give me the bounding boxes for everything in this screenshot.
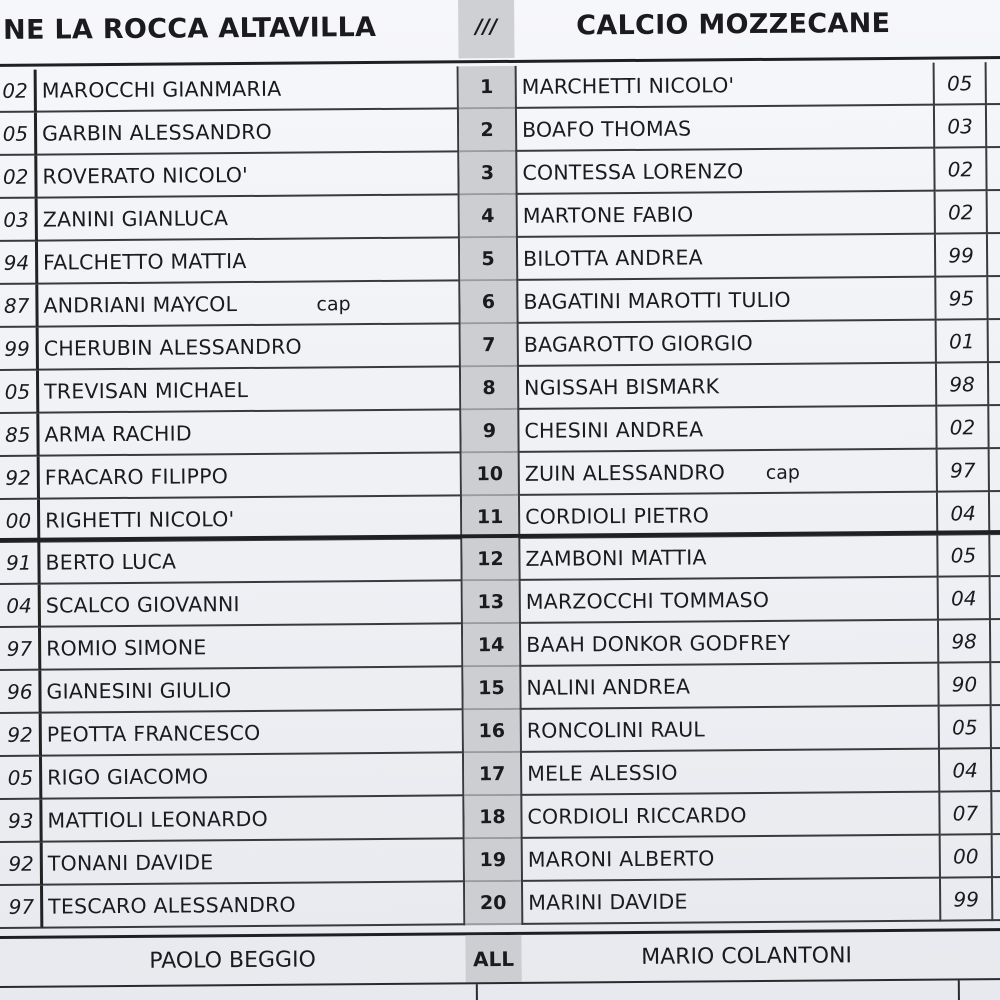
- away-player-name: MARZOCCHI TOMMASO: [519, 578, 939, 624]
- right-edge-cell: [993, 835, 1000, 878]
- home-player-year: 92: [0, 457, 40, 500]
- home-player-year: 93: [0, 800, 43, 843]
- right-edge-cell: [987, 148, 1000, 191]
- home-player-year: 02: [0, 156, 38, 199]
- away-player-year: 05: [935, 62, 987, 105]
- home-player-name: ROVERATO NICOLO': [37, 152, 459, 198]
- home-player-name: MAROCCHI GIANMARIA: [37, 66, 459, 112]
- home-player-year: 92: [0, 714, 42, 757]
- header-separator: ///: [458, 0, 515, 58]
- away-player-year: 00: [941, 835, 993, 878]
- shirt-number: 7: [461, 324, 517, 367]
- away-player-name: CORDIOLI PIETRO: [518, 493, 938, 539]
- right-edge-cell: [992, 792, 1000, 835]
- right-edge-cell: [993, 878, 1000, 921]
- away-player-year: 02: [937, 406, 989, 449]
- right-edge-cell: [990, 492, 1000, 535]
- away-player-year: 99: [941, 878, 993, 921]
- shirt-number: 16: [464, 710, 520, 753]
- away-player-name: MARINI DAVIDE: [521, 879, 941, 925]
- home-team-title: NE LA ROCCA ALTAVILLA: [2, 11, 377, 46]
- right-edge-cell: [988, 277, 1000, 320]
- home-player-year: 96: [0, 671, 42, 714]
- away-player-name: NGISSAH BISMARK: [517, 364, 937, 410]
- away-player-name: ZUIN ALESSANDRO: [518, 450, 938, 496]
- right-edge-cell: [991, 577, 1000, 620]
- home-player-year: 99: [0, 328, 39, 371]
- home-player-year: 91: [0, 542, 41, 585]
- away-player-year: 01: [937, 320, 989, 363]
- away-player-name: BAGAROTTO GIORGIO: [517, 321, 937, 367]
- home-player-name: TESCARO ALESSANDRO: [43, 882, 465, 928]
- shirt-number: 15: [463, 667, 519, 710]
- right-edge-cell: [990, 534, 1000, 577]
- home-player-year: 05: [0, 113, 37, 156]
- away-player-name: CONTESSA LORENZO: [515, 149, 935, 195]
- shirt-number: 8: [461, 367, 517, 410]
- right-edge-cell: [990, 449, 1000, 492]
- right-edge-cell: [988, 234, 1000, 277]
- shirt-number: 1: [459, 66, 515, 109]
- bottom-strip-divider: [476, 984, 478, 1000]
- home-coach: PAOLO BEGGIO: [149, 947, 316, 974]
- home-player-year: 04: [0, 585, 41, 628]
- away-player-year: 05: [940, 706, 992, 749]
- away-player-name: RONCOLINI RAUL: [520, 707, 940, 753]
- away-player-name: MARTONE FABIO: [516, 192, 936, 238]
- away-player-year: 98: [939, 620, 991, 663]
- home-player-year: 97: [0, 886, 43, 929]
- shirt-number: 5: [460, 238, 516, 281]
- away-player-year: 03: [935, 105, 987, 148]
- home-player-name: TONANI DAVIDE: [43, 839, 465, 885]
- right-edge-cell: [992, 749, 1000, 792]
- away-player-name: MELE ALESSIO: [520, 750, 940, 796]
- home-player-name: GIANESINI GIULIO: [41, 667, 463, 713]
- away-player-year: 97: [938, 449, 990, 492]
- away-player-year: 04: [939, 577, 991, 620]
- home-player-name: PEOTTA FRANCESCO: [42, 710, 464, 756]
- home-player-name: RIGO GIACOMO: [42, 753, 464, 799]
- away-player-name: BAGATINI MAROTTI TULIO: [516, 278, 936, 324]
- right-edge-cell: [992, 706, 1000, 749]
- home-player-name: BERTO LUCA: [40, 538, 462, 584]
- home-player-year: 92: [0, 843, 43, 886]
- table-row: [0, 878, 1000, 929]
- coach-label: ALL: [465, 935, 521, 982]
- away-player-name: MARCHETTI NICOLO': [515, 63, 935, 109]
- starters-table: [0, 62, 1000, 543]
- away-team-title: CALCIO MOZZECANE: [576, 7, 891, 41]
- right-edge-cell: [987, 105, 1000, 148]
- away-player-year: 99: [936, 234, 988, 277]
- home-player-name: ZANINI GIANLUCA: [38, 195, 460, 241]
- home-player-year: 03: [0, 199, 38, 242]
- bottom-strip-divider: [958, 980, 960, 1000]
- right-edge-cell: [989, 363, 1000, 406]
- shirt-number: 14: [463, 624, 519, 667]
- away-player-name: BILOTTA ANDREA: [516, 235, 936, 281]
- home-player-year: 00: [0, 500, 40, 543]
- away-player-name: CHESINI ANDREA: [517, 407, 937, 453]
- away-player-name: NALINI ANDREA: [519, 664, 939, 710]
- shirt-number: 3: [459, 152, 515, 195]
- away-coach: MARIO COLANTONI: [641, 943, 853, 970]
- home-player-year: 05: [0, 757, 42, 800]
- home-player-year: 85: [0, 414, 40, 457]
- shirt-number: 12: [462, 538, 518, 581]
- shirt-number: 10: [462, 453, 518, 496]
- shirt-number: 9: [461, 410, 517, 453]
- home-player-name: GARBIN ALESSANDRO: [37, 109, 459, 155]
- away-player-year: 95: [936, 277, 988, 320]
- home-player-year: 87: [0, 285, 39, 328]
- shirt-number: 17: [464, 753, 520, 796]
- home-player-year: 05: [0, 371, 39, 414]
- away-player-name: MARONI ALBERTO: [521, 836, 941, 882]
- shirt-number: 2: [459, 109, 515, 152]
- home-player-year: 02: [0, 70, 37, 113]
- home-player-name: FALCHETTO MATTIA: [38, 238, 460, 284]
- substitutes-table: [0, 534, 1000, 929]
- home-player-name: ANDRIANI MAYCOL: [38, 281, 460, 327]
- home-player-name: ARMA RACHID: [39, 410, 461, 456]
- coaches-row: [0, 928, 1000, 986]
- right-edge-cell: [989, 406, 1000, 449]
- away-player-year: 07: [940, 792, 992, 835]
- right-edge-cell: [991, 620, 1000, 663]
- home-player-year: 94: [0, 242, 38, 285]
- home-player-name: ROMIO SIMONE: [41, 624, 463, 670]
- away-player-name: BOAFO THOMAS: [515, 106, 935, 152]
- away-player-year: 02: [935, 148, 987, 191]
- home-player-name: MATTIOLI LEONARDO: [42, 796, 464, 842]
- right-edge-cell: [987, 62, 1000, 105]
- away-player-name: ZAMBONI MATTIA: [518, 535, 938, 581]
- away-player-year: 02: [936, 191, 988, 234]
- shirt-number: 13: [463, 581, 519, 624]
- home-player-name: RIGHETTI NICOLO': [40, 496, 462, 542]
- home-player-name: SCALCO GIOVANNI: [41, 581, 463, 627]
- home-player-name: CHERUBIN ALESSANDRO: [39, 324, 461, 370]
- right-edge-cell: [988, 191, 1000, 234]
- shirt-number: 4: [460, 195, 516, 238]
- away-player-year: 90: [939, 663, 991, 706]
- right-edge-cell: [991, 663, 1000, 706]
- right-edge-cell: [989, 320, 1000, 363]
- shirt-number: 11: [462, 496, 518, 539]
- home-player-name: TREVISAN MICHAEL: [39, 367, 461, 413]
- shirt-number: 18: [464, 796, 520, 839]
- away-player-year: 05: [938, 534, 990, 577]
- away-player-name: CORDIOLI RICCARDO: [520, 793, 940, 839]
- away-player-name: BAAH DONKOR GODFREY: [519, 621, 939, 667]
- away-captain-mark: cap: [765, 461, 801, 484]
- away-player-year: 04: [938, 492, 990, 535]
- home-captain-mark: cap: [316, 292, 351, 315]
- shirt-number: 6: [460, 281, 516, 324]
- away-player-year: 04: [940, 749, 992, 792]
- home-player-name: FRACARO FILIPPO: [40, 453, 462, 499]
- shirt-number: 19: [465, 839, 521, 882]
- shirt-number: 20: [465, 882, 521, 925]
- home-player-year: 97: [0, 628, 41, 671]
- away-player-year: 98: [937, 363, 989, 406]
